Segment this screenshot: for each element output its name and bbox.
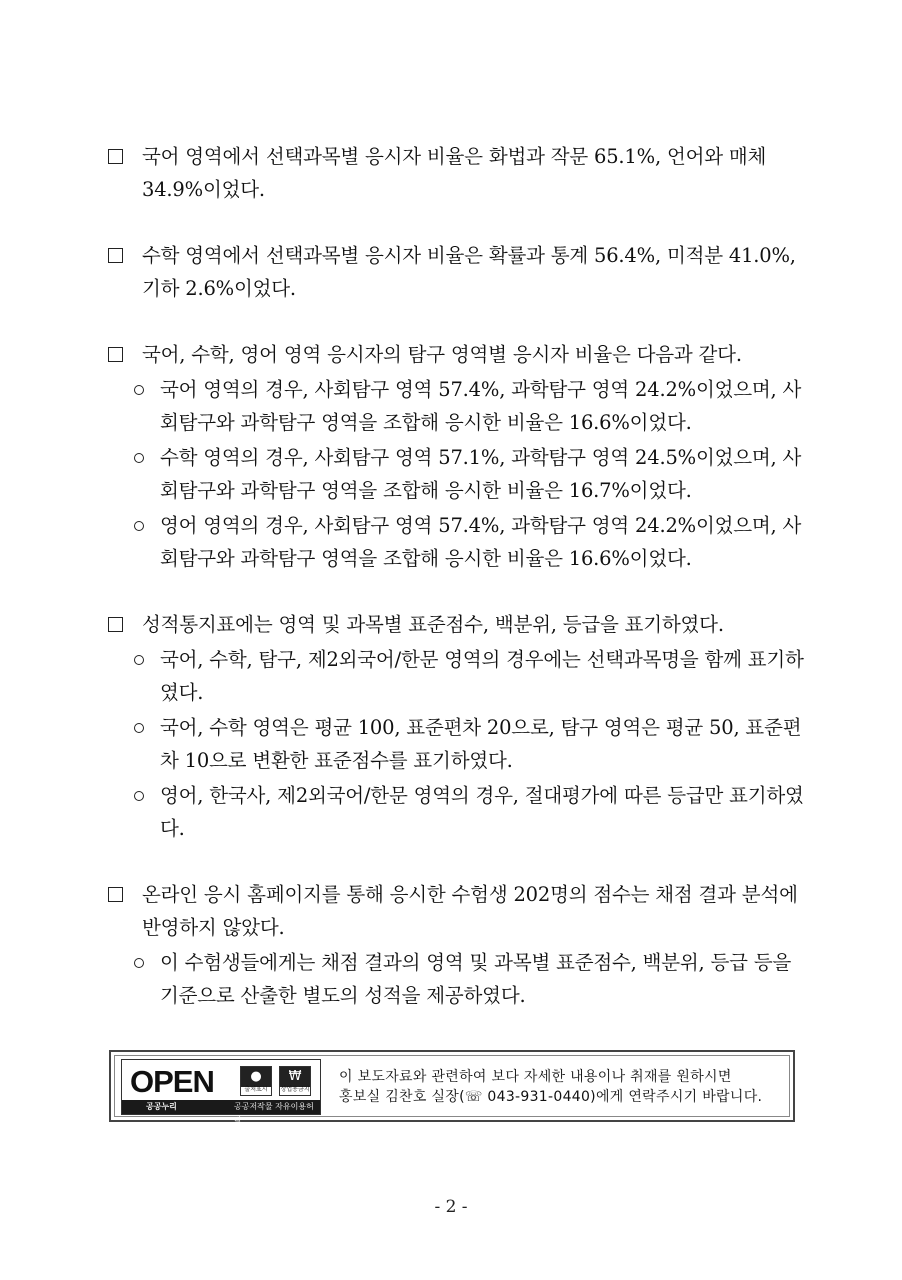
circle-bullet-icon [134,655,144,665]
circle-bullet-icon [134,791,144,801]
circle-bullet-icon [134,521,144,531]
section-online-exam [106,878,806,1012]
main-item-text: 온라인 응시 홈페이지를 통해 응시한 수험생 202명의 점수는 채점 결과 분석에 반영하지 않았다. [142,883,798,939]
main-item [106,140,806,206]
main-item-text: 국어, 수학, 영어 영역 응시자의 탐구 영역별 응시자 비율은 다음과 같다. [142,343,742,366]
badge-license-label: 공공저작물 자유이용허락 [234,1102,314,1125]
page-number: - 2 - [434,1197,468,1217]
license-icons [240,1066,313,1096]
sub-item-text: 영어 영역의 경우, 사회탐구 영역 57.4%, 과학탐구 영역 24.2%이었으며, 사회탐구와 과학탐구 영역을 조합해 응시한 비율은 16.6%이었다. [160,514,802,570]
sub-item-text: 영어, 한국사, 제2외국어/한문 영역의 경우, 절대평가에 따른 등급만 표기하였다. [160,784,804,840]
sub-item-text: 수학 영역의 경우, 사회탐구 영역 57.1%, 과학탐구 영역 24.5%이었으며, 사회탐구와 과학탐구 영역을 조합해 응시한 비율은 16.7%이었다. [160,446,802,502]
open-logo: OPEN [130,1064,214,1099]
non-commercial-caption: 상업용금지 [280,1086,310,1093]
section-math-choice [106,239,806,305]
non-commercial-icon [279,1066,311,1096]
sub-item-text: 국어 영역의 경우, 사회탐구 영역 57.4%, 과학탐구 영역 24.2%이었으며, 사회탐구와 과학탐구 영역을 조합해 응시한 비율은 16.6%이었다. [160,378,802,434]
document-body [106,140,806,1012]
notice-line-2: 홍보실 김찬호 실장(☏ 043-931-0440)에게 연락주시기 바랍니다. [339,1089,763,1105]
main-item [106,338,806,371]
notice-text [339,1067,789,1107]
checkbox-bullet-icon [108,887,123,902]
main-item [106,608,806,641]
sub-item [106,779,806,845]
section-inquiry-ratio [106,338,806,575]
sub-item [106,441,806,507]
attribution-caption: 출처표시 [244,1086,268,1093]
badge-footer-bar [122,1100,320,1125]
kogl-license-badge [121,1059,321,1125]
circle-bullet-icon [134,453,144,463]
circle-bullet-icon [134,958,144,968]
circle-bullet-icon [134,723,144,733]
press-contact-notice [109,1050,795,1125]
sub-item [106,946,806,1012]
checkbox-bullet-icon [108,347,123,362]
checkbox-bullet-icon [108,248,123,263]
sub-item [106,643,806,709]
main-item [106,878,806,944]
main-item-text: 국어 영역에서 선택과목별 응시자 비율은 화법과 작문 65.1%, 언어와 매체 34.9%이었다. [142,145,767,201]
sub-item-text: 국어, 수학, 탐구, 제2외국어/한문 영역의 경우에는 선택과목명을 함께 표기하였다. [160,648,804,704]
section-korean-choice [106,140,806,206]
main-item-text: 수학 영역에서 선택과목별 응시자 비율은 확률과 통계 56.4%, 미적분 41.0%, 기하 2.6%이었다. [142,244,796,300]
attribution-icon [240,1066,272,1096]
won-sign-icon: ₩ [280,1067,310,1087]
main-item [106,239,806,305]
person-icon: ● [241,1067,271,1087]
main-item-text: 성적통지표에는 영역 및 과목별 표준점수, 백분위, 등급을 표기하였다. [142,613,724,636]
circle-bullet-icon [134,385,144,395]
checkbox-bullet-icon [108,617,123,632]
section-score-report [106,608,806,845]
sub-item [106,373,806,439]
sub-item-text: 이 수험생들에게는 채점 결과의 영역 및 과목별 표준점수, 백분위, 등급 등을 기준으로 산출한 별도의 성적을 제공하였다. [160,951,792,1007]
checkbox-bullet-icon [108,149,123,164]
sub-item [106,711,806,777]
sub-item [106,509,806,575]
sub-item-text: 국어, 수학 영역은 평균 100, 표준편차 20으로, 탐구 영역은 평균 50, 표준편차 10으로 변환한 표준점수를 표기하였다. [160,716,802,772]
badge-brand-label: 공공누리 [146,1102,177,1111]
notice-line-1: 이 보도자료와 관련하여 보다 자세한 내용이나 취재를 원하시면 [339,1069,732,1085]
